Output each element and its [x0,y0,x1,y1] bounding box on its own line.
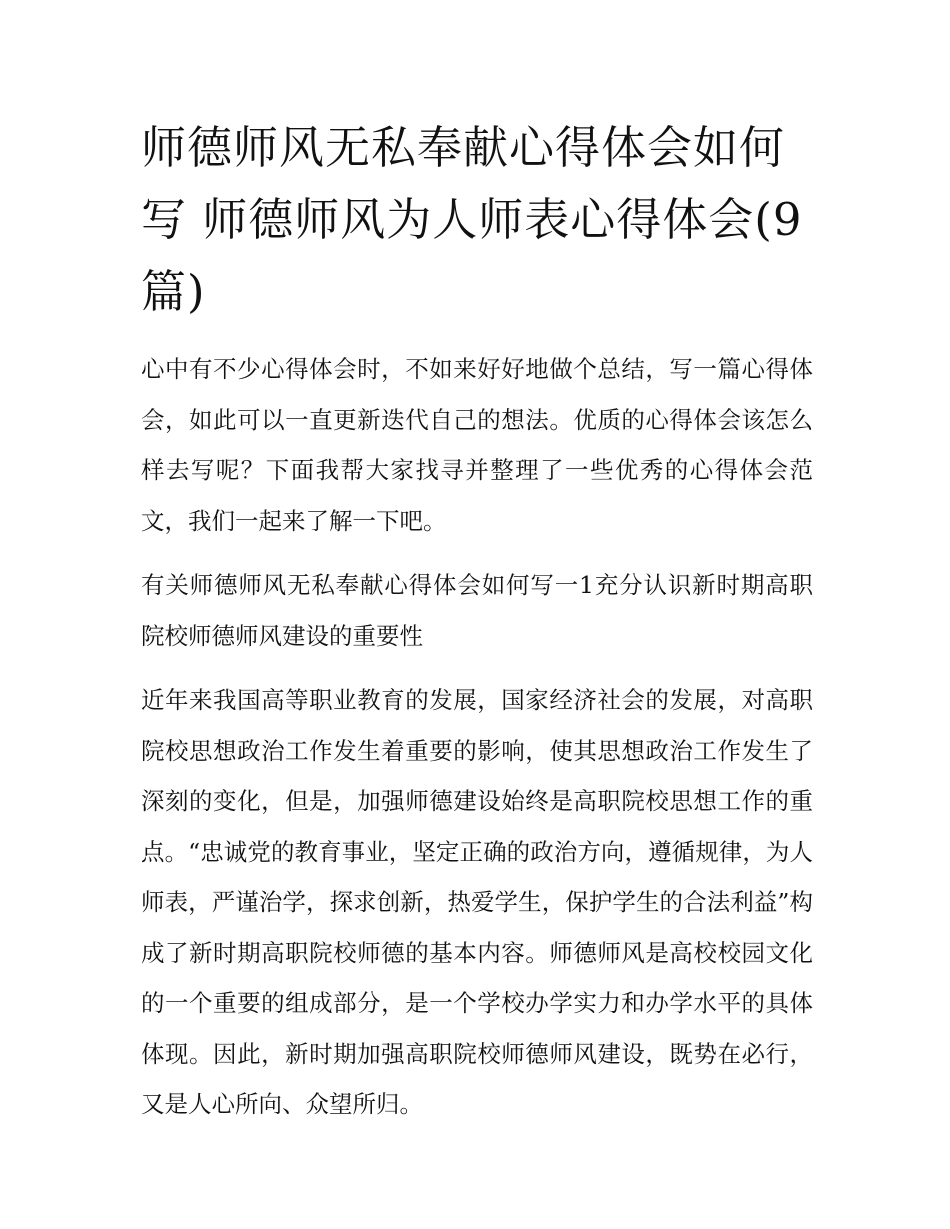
document-body [141,112,813,1130]
section-heading-paragraph: 有关师德师风无私奉献心得体会如何写一1充分认识新时期高职院校师德师风建设的重要性 [141,571,813,650]
intro-paragraph: 心中有不少心得体会时，不如来好好地做个总结，写一篇心得体会，如此可以一直更新迭代自己的想法。优质的心得体会该怎么样去写呢？下面我帮大家找寻并整理了一些优秀的心得体会范文，我们一起来了解一下吧。 [141,355,813,535]
document-title: 师德师风无私奉献心得体会如何写 师德师风为人师表心得体会(9篇) [141,121,803,318]
body-paragraph: 近年来我国高等职业教育的发展，国家经济社会的发展，对高职院校思想政治工作发生着重要的影响，使其思想政治工作发生了深刻的变化，但是，加强师德建设始终是高职院校思想工作的重点。“忠诚党的教育事业，坚定正确的政治方向，遵循规律，为人师表，严谨治学，探求创新，热爱学生，保护学生的合法利益”构成了新时期高职院校师德的基本内容。师德师风是高校校园文化的一个重要的组成部分，是一个学校办学实力和办学水平的具体体现。因此，新时期加强高职院校师德师风建设，既势在必行，又是人心所向、众望所归。 [141,686,813,1118]
